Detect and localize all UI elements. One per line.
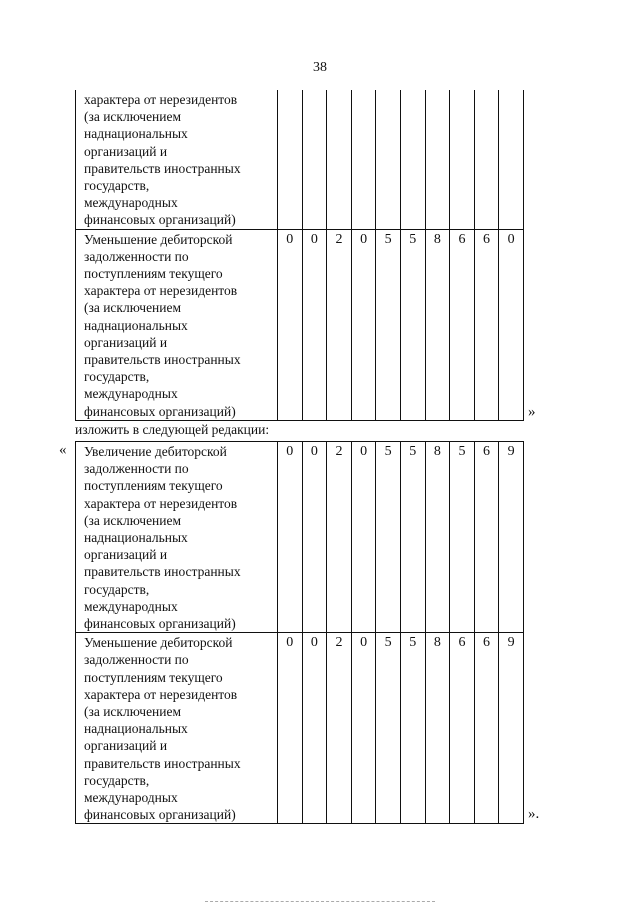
code-digit-cell: 6 bbox=[450, 633, 475, 824]
row-name-line: международных bbox=[84, 195, 178, 211]
row-name-line: международных bbox=[84, 790, 178, 806]
row-name-line: характера от нерезидентов bbox=[84, 92, 238, 107]
code-digit-cell bbox=[327, 90, 352, 229]
row-name-cell bbox=[76, 229, 278, 420]
code-digit-cell: 0 bbox=[499, 229, 524, 420]
code-digit-cell: 5 bbox=[400, 633, 425, 824]
code-digit-cell: 9 bbox=[499, 633, 524, 824]
code-digit-cell: 0 bbox=[351, 633, 376, 824]
code-digit-cell: 0 bbox=[278, 442, 303, 633]
table-row bbox=[76, 90, 524, 229]
code-digit-cell: 8 bbox=[425, 442, 450, 633]
budget-code-table-new bbox=[75, 441, 524, 824]
budget-code-table-current bbox=[75, 90, 524, 421]
code-digit-cell: 0 bbox=[302, 442, 327, 633]
row-name-line: организаций и bbox=[84, 143, 168, 159]
row-name-line: правительств иностранных bbox=[84, 564, 241, 580]
row-name-line: правительств иностранных bbox=[84, 352, 241, 368]
row-name-line: (за исключением bbox=[84, 704, 182, 720]
code-digit-cell: 6 bbox=[474, 633, 499, 824]
code-digit-cell: 5 bbox=[400, 442, 425, 633]
code-digit-cell: 0 bbox=[302, 633, 327, 824]
code-digit-cell: 5 bbox=[376, 633, 401, 824]
code-digit-cell: 9 bbox=[499, 442, 524, 633]
row-name-line: характера от нерезидентов bbox=[84, 686, 238, 702]
code-digit-cell: 5 bbox=[450, 442, 475, 633]
row-name-line: государств, bbox=[84, 581, 150, 597]
code-digit-cell: 0 bbox=[302, 229, 327, 420]
page-number: 38 bbox=[313, 60, 327, 75]
code-digit-cell: 6 bbox=[474, 229, 499, 420]
row-name-line: организаций и bbox=[84, 547, 168, 563]
row-name-line: наднациональных bbox=[84, 530, 188, 546]
code-digit-cell: 6 bbox=[450, 229, 475, 420]
row-name-cell bbox=[76, 633, 278, 824]
code-digit-cell: 5 bbox=[376, 442, 401, 633]
row-name-line: задолженности по bbox=[84, 248, 189, 264]
code-digit-cell bbox=[351, 90, 376, 229]
row-name-line: международных bbox=[84, 598, 178, 614]
row-name-line: финансовых организаций) bbox=[84, 807, 236, 823]
table-row bbox=[76, 229, 524, 420]
code-digit-cell: 8 bbox=[425, 229, 450, 420]
row-name-line: международных bbox=[84, 386, 178, 402]
replace-instruction: изложить в следующей редакции: bbox=[75, 422, 270, 437]
code-digit-cell: 5 bbox=[376, 229, 401, 420]
code-digit-cell bbox=[499, 90, 524, 229]
row-name-line: организаций и bbox=[84, 334, 168, 350]
row-name-line: характера от нерезидентов bbox=[84, 283, 238, 299]
row-name-line: государств, bbox=[84, 178, 150, 194]
row-name-line: поступлениям текущего bbox=[84, 669, 223, 685]
code-digit-cell: 2 bbox=[327, 229, 352, 420]
code-digit-cell: 0 bbox=[351, 229, 376, 420]
code-digit-cell: 2 bbox=[327, 442, 352, 633]
row-name-line: характера от нерезидентов bbox=[84, 495, 238, 511]
row-name-line: Увеличение дебиторской bbox=[84, 444, 227, 459]
code-digit-cell bbox=[450, 90, 475, 229]
code-digit-cell bbox=[302, 90, 327, 229]
code-digit-cell bbox=[474, 90, 499, 229]
code-digit-cell: 6 bbox=[474, 442, 499, 633]
row-name-line: государств, bbox=[84, 772, 150, 788]
code-digit-cell: 2 bbox=[327, 633, 352, 824]
row-name-line: поступлениям текущего bbox=[84, 266, 223, 282]
row-name-line: (за исключением bbox=[84, 300, 182, 316]
row-name-line: финансовых организаций) bbox=[84, 616, 236, 632]
table-row bbox=[76, 442, 524, 633]
closing-quote: » bbox=[528, 404, 536, 420]
row-name-line: финансовых организаций) bbox=[84, 403, 236, 419]
opening-quote: « bbox=[59, 442, 67, 458]
code-digit-cell bbox=[425, 90, 450, 229]
code-digit-cell: 8 bbox=[425, 633, 450, 824]
code-digit-cell bbox=[376, 90, 401, 229]
row-name-cell bbox=[76, 442, 278, 633]
row-name-line: Уменьшение дебиторской bbox=[84, 231, 233, 247]
closing-quote-final: ». bbox=[528, 806, 540, 822]
row-name-line: задолженности по bbox=[84, 652, 189, 668]
table-row bbox=[76, 633, 524, 824]
row-name-line: задолженности по bbox=[84, 461, 189, 477]
code-digit-cell: 0 bbox=[351, 442, 376, 633]
row-name-line: поступлениям текущего bbox=[84, 478, 223, 494]
row-name-cell bbox=[76, 90, 278, 229]
code-digit-cell bbox=[278, 90, 303, 229]
code-digit-cell: 0 bbox=[278, 633, 303, 824]
row-name-line: наднациональных bbox=[84, 126, 188, 142]
row-name-line: Уменьшение дебиторской bbox=[84, 635, 233, 651]
row-name-line: организаций и bbox=[84, 738, 168, 754]
row-name-line: финансовых организаций) bbox=[84, 212, 236, 228]
row-name-line: правительств иностранных bbox=[84, 160, 241, 176]
row-name-line: государств, bbox=[84, 369, 150, 385]
row-name-line: (за исключением bbox=[84, 109, 182, 125]
page-edge-line bbox=[205, 901, 435, 902]
row-name-line: наднациональных bbox=[84, 721, 188, 737]
row-name-line: (за исключением bbox=[84, 512, 182, 528]
code-digit-cell: 5 bbox=[400, 229, 425, 420]
code-digit-cell: 0 bbox=[278, 229, 303, 420]
row-name-line: правительств иностранных bbox=[84, 755, 241, 771]
row-name-line: наднациональных bbox=[84, 317, 188, 333]
code-digit-cell bbox=[400, 90, 425, 229]
